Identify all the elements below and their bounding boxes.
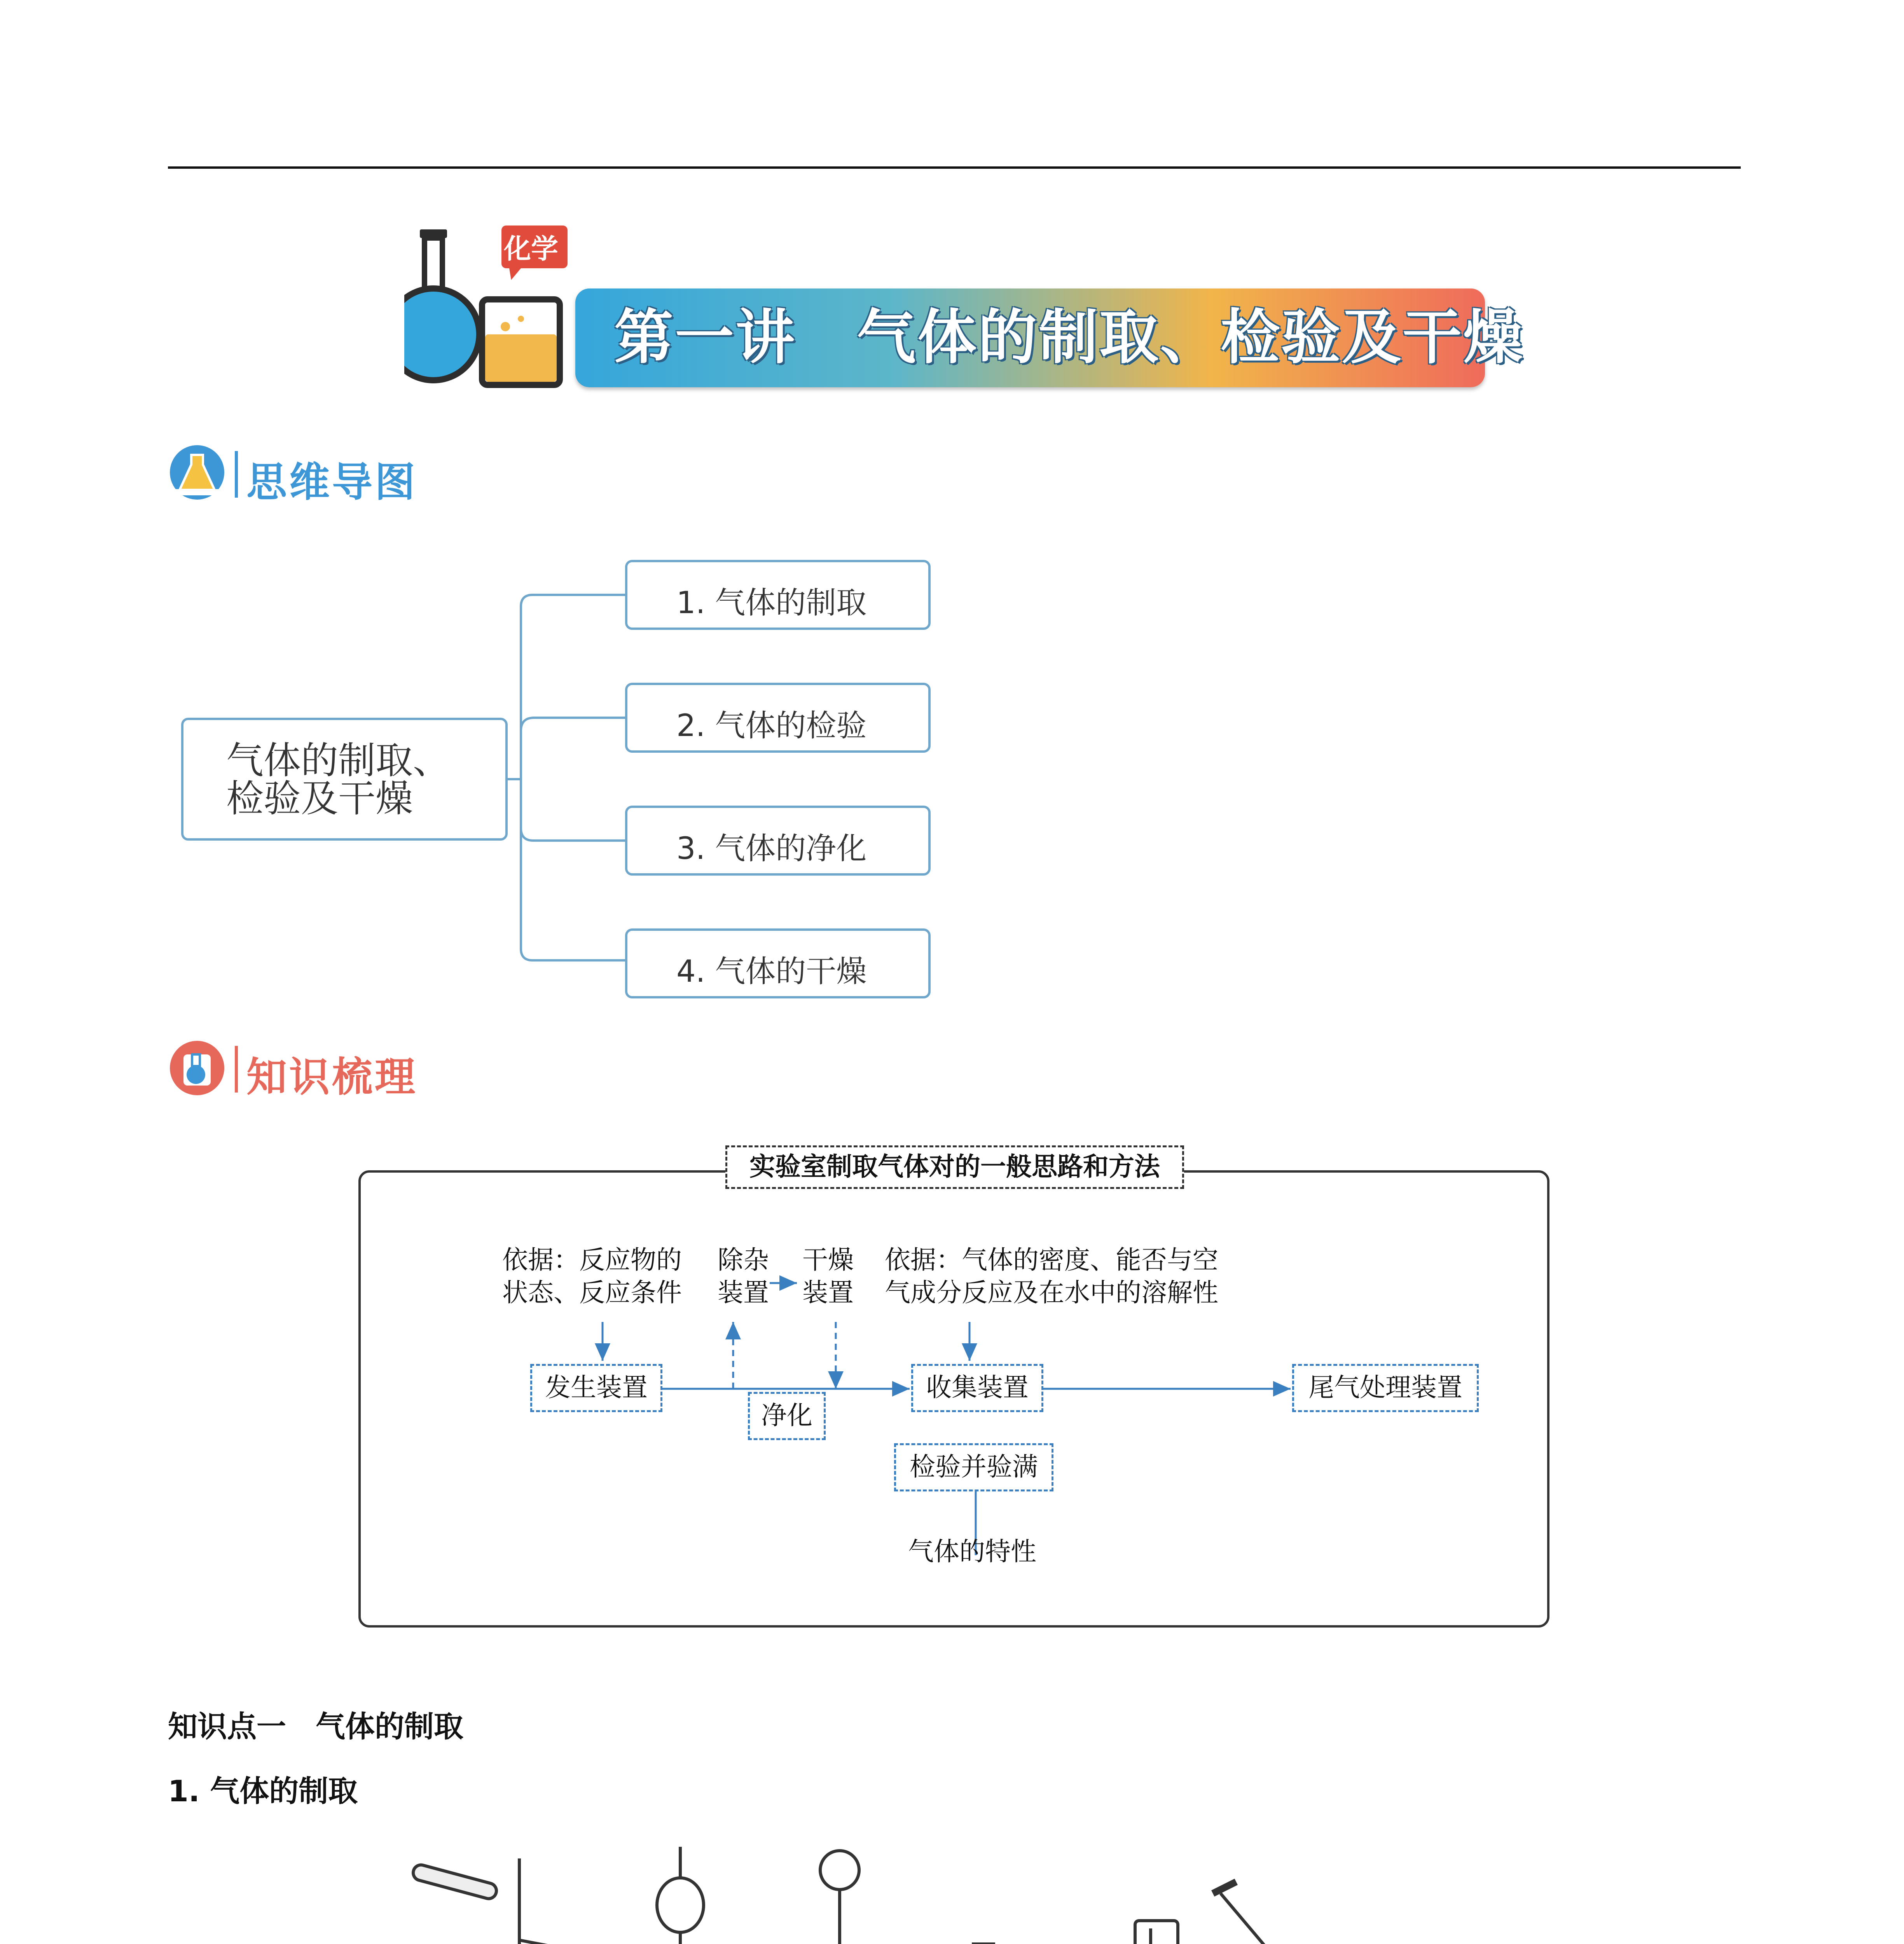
mindmap-branch-2-label: 2. 气体的检验 bbox=[676, 708, 867, 743]
apparatus-illustration bbox=[389, 1835, 1524, 1944]
mindmap-root-line-1: 气体的制取、 bbox=[226, 739, 450, 782]
mindmap-branch-1-label: 1. 气体的制取 bbox=[676, 586, 867, 621]
mindmap-branch-4-label: 4. 气体的干燥 bbox=[676, 954, 867, 989]
flow-check-box: 检验并验满 bbox=[894, 1443, 1053, 1491]
flow-purify-box: 净化 bbox=[748, 1392, 826, 1440]
mindmap-branch-3-label: 3. 气体的净化 bbox=[676, 831, 867, 866]
flow-basis-left-1: 依据：反应物的 bbox=[502, 1245, 682, 1275]
mindmap-section-title: 思维导图 bbox=[246, 458, 418, 506]
subheading: 1. 气体的制取 bbox=[168, 1774, 358, 1808]
knowledge-point-heading: 知识点一 气体的制取 bbox=[168, 1709, 463, 1744]
flow-basis-left-2: 状态、反应条件 bbox=[502, 1278, 682, 1308]
banner-badge: 化学 bbox=[504, 233, 558, 265]
flow-collector-box: 收集装置 bbox=[911, 1364, 1043, 1412]
flow-remove-impurity-1: 除杂 bbox=[718, 1245, 769, 1275]
flow-tail-box: 尾气处理装置 bbox=[1292, 1364, 1479, 1412]
knowledge-section-title: 知识梳理 bbox=[246, 1053, 418, 1101]
banner-title: 第一讲 气体的制取、检验及干燥 bbox=[614, 303, 1524, 372]
flow-dry-2: 装置 bbox=[802, 1278, 854, 1308]
flow-basis-right-1: 依据：气体的密度、能否与空 bbox=[885, 1245, 1218, 1275]
flow-basis-right-2: 气成分反应及在水中的溶解性 bbox=[885, 1278, 1218, 1308]
flow-generator-box: 发生装置 bbox=[530, 1364, 662, 1412]
flow-title: 实验室制取气体对的一般思路和方法 bbox=[725, 1145, 1184, 1189]
flow-remove-impurity-2: 装置 bbox=[718, 1278, 769, 1308]
mindmap-root-line-2: 检验及干燥 bbox=[226, 777, 413, 820]
flow-dry-1: 干燥 bbox=[802, 1245, 854, 1275]
flow-property: 气体的特性 bbox=[908, 1537, 1036, 1566]
